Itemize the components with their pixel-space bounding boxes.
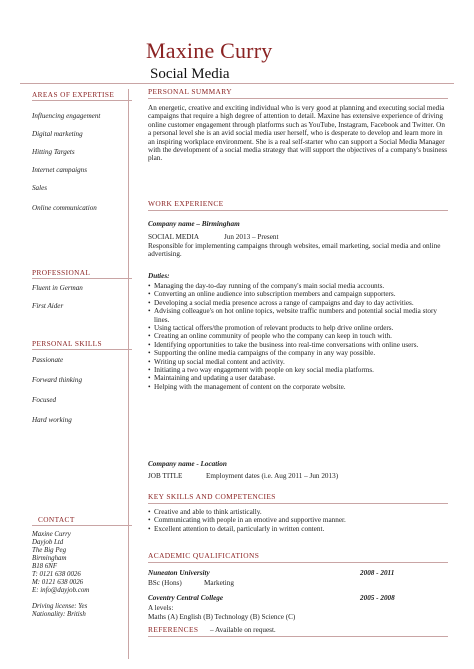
- job1-description: Responsible for implementing campaigns through websites, email marketing, social media and online advertising.: [148, 242, 441, 259]
- experience-underline: [148, 210, 448, 211]
- edu1-subject: Marketing: [204, 579, 234, 587]
- edu2-alevels: A levels:: [148, 604, 174, 612]
- edu1-years: 2008 - 2011: [360, 569, 395, 577]
- education-underline: [148, 562, 448, 563]
- duties-label: Duties:: [148, 272, 170, 280]
- references-underline: [148, 636, 448, 637]
- summary-heading: PERSONAL SUMMARY: [148, 87, 232, 96]
- edu2-years: 2005 - 2008: [360, 594, 395, 602]
- key-skills-underline: [148, 503, 448, 504]
- driving-license: Driving license: Yes: [32, 603, 88, 610]
- duty-item: • Creating an online community of people who the company can keep in touch with.: [148, 332, 448, 340]
- duty-item: • Developing a social media presence across a range of campaigns and day to day activities.: [148, 299, 448, 307]
- job2-company: Company name - Location: [148, 460, 227, 468]
- duty-item: • Using tactical offers/the promotion of relevant products to help drive online orders.: [148, 324, 448, 332]
- job1-role: SOCIAL MEDIA: [148, 233, 200, 241]
- references-text: – Available on request.: [210, 626, 276, 634]
- duty-item: • Managing the day-to-day running of the company's main social media accounts.: [148, 282, 448, 290]
- duty-item: • Writing up social medial content and activity.: [148, 358, 448, 366]
- expertise-item: Online communication: [32, 204, 97, 212]
- expertise-heading: AREAS OF EXPERTISE: [32, 90, 115, 99]
- contact-underline: [32, 525, 132, 526]
- personal-skill: Passionate: [32, 356, 64, 364]
- expertise-item: Sales: [32, 184, 47, 192]
- nationality: Nationality: British: [32, 611, 86, 618]
- contact-email: E: info@dayjob.com: [32, 587, 90, 594]
- contact-telephone: T: 0121 638 0026: [32, 571, 81, 578]
- skills-heading: PERSONAL SKILLS: [32, 339, 102, 348]
- contact-name: Maxine Curry: [32, 531, 71, 538]
- edu1-course: BSc (Hons): [148, 579, 182, 587]
- professional-underline: [32, 278, 132, 279]
- summary-paragraph: An energetic, creative and exciting individual who is very good at planning and executing social media campaigns that require a high degree of attention to detail. Maxine has extensive experience of driving online customer engagement through platforms such as YouTube, Instagram, Facebook and Twitter. On a personal level she is an avid social media user herself, who is desperate to develop and learn more in an inspiring workplace environment. She is a real self-starter who can support a Social Media Manager with the development of a social media strategy that will support the objectives of a company's business plan.: [148, 104, 448, 163]
- expertise-item: Hitting Targets: [32, 148, 75, 156]
- job-title: Social Media: [150, 66, 230, 82]
- summary-underline: [148, 98, 448, 99]
- key-skills-heading: KEY SKILLS AND COMPETENCIES: [148, 492, 276, 501]
- expertise-item: Influencing engagement: [32, 112, 101, 120]
- personal-skill: Forward thinking: [32, 376, 82, 384]
- duty-item: • Converting an online audience into subscription members and campaign supporters.: [148, 290, 448, 298]
- job2-role: JOB TITLE: [148, 472, 183, 480]
- contact-postcode: B18 6NF: [32, 563, 58, 570]
- duty-item: • Helping with the management of content on the corporate website.: [148, 383, 448, 391]
- column-divider: [128, 89, 129, 659]
- contact-heading: CONTACT: [38, 515, 75, 524]
- contact-street: The Big Peg: [32, 547, 67, 554]
- duty-item: • Initiating a two way engagement with people on key social media platforms.: [148, 366, 448, 374]
- contact-company: Dayjob Ltd: [32, 539, 64, 546]
- key-skill-item: • Excellent attention to detail, particularly in written content.: [148, 525, 448, 533]
- education-heading: ACADEMIC QUALIFICATIONS: [148, 551, 260, 560]
- references-heading: REFERENCES: [148, 625, 199, 634]
- job1-dates: Jun 2013 – Present: [224, 233, 279, 241]
- personal-skill: Focused: [32, 396, 57, 404]
- expertise-underline: [32, 100, 132, 101]
- edu1-school: Nuneaton University: [148, 569, 210, 577]
- candidate-name: Maxine Curry: [146, 38, 273, 63]
- duty-item: • Identifying opportunities to take the business into real-time conversations with online users.: [148, 341, 448, 349]
- contact-mobile: M: 0121 638 0026: [32, 579, 84, 586]
- professional-item: Fluent in German: [32, 284, 83, 292]
- contact-city: Birmingham: [32, 555, 67, 562]
- professional-item: First Aider: [32, 302, 64, 310]
- key-skill-item: • Creative and able to think artistically.: [148, 508, 448, 516]
- personal-skill: Hard working: [32, 416, 72, 424]
- key-skill-item: • Communicating with people in an emotive and supportive manner.: [148, 516, 448, 524]
- duty-item: • Maintaining and updating a user database.: [148, 374, 448, 382]
- skills-underline: [32, 349, 132, 350]
- key-skills-list: [148, 508, 448, 533]
- header-divider: [20, 83, 454, 84]
- edu2-subjects: Maths (A) English (B) Technology (B) Science (C): [148, 613, 296, 621]
- edu2-school: Coventry Central College: [148, 594, 224, 602]
- expertise-item: Digital marketing: [32, 130, 83, 138]
- job1-company: Company name – Birmingham: [148, 220, 240, 228]
- duty-item: • Advising colleague's on hot online topics, website traffic numbers and potential social media story lines.: [148, 307, 448, 324]
- duty-item: • Supporting the online media campaigns of the company in any way possible.: [148, 349, 448, 357]
- professional-heading: PROFESSIONAL: [32, 268, 91, 277]
- duties-list: [148, 282, 448, 391]
- expertise-item: Internet campaigns: [32, 166, 87, 174]
- job2-dates: Employment dates (i.e. Aug 2011 – Jun 2013): [206, 472, 339, 480]
- experience-heading: WORK EXPERIENCE: [148, 199, 224, 208]
